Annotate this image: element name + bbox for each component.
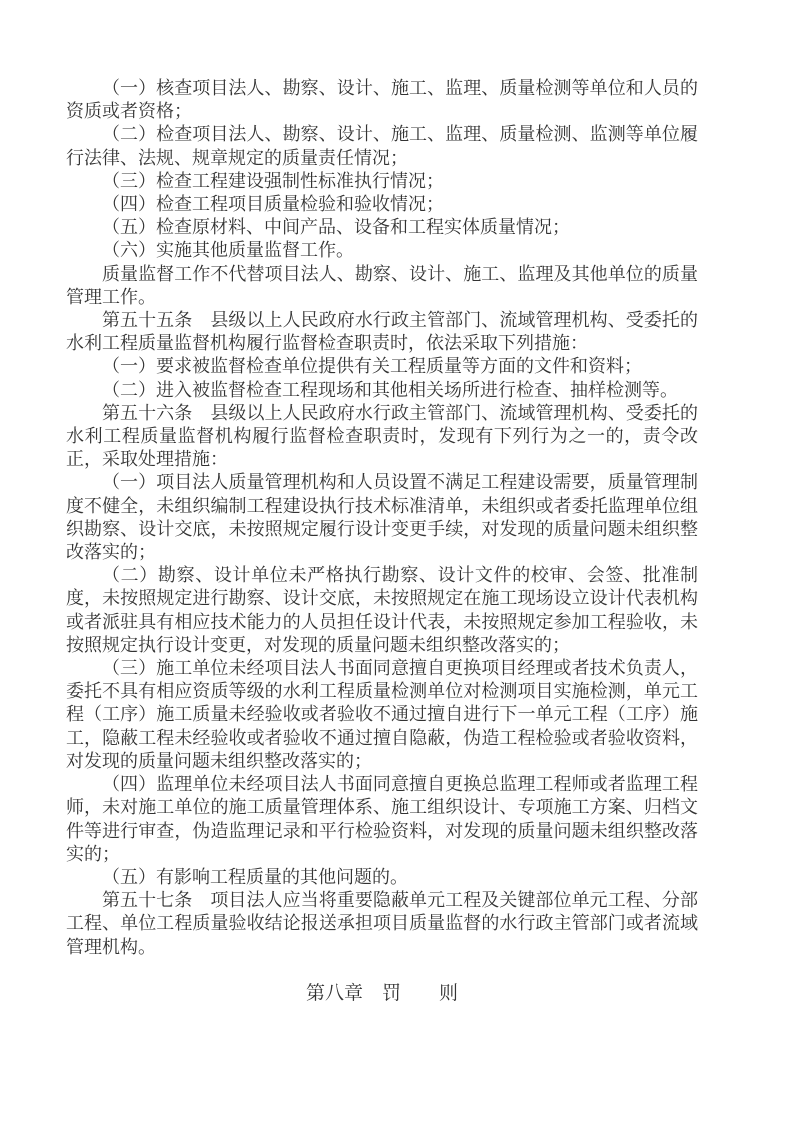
clause-paragraph: （二）进入被监督检查工程现场和其他相关场所进行检查、抽样检测等。	[102, 379, 678, 400]
clause-paragraph: （一）核查项目法人、勘察、设计、施工、监理、质量检测等单位和人员的资质或者资格；	[66, 78, 698, 122]
clause-paragraph: （四）检查工程项目质量检验和验收情况；	[102, 194, 444, 215]
article-57-paragraph: 第五十七条 项目法人应当将重要隐蔽单元工程及关键部位单元工程、分部工程、单位工程质量验收结论报送承担项目质量监督的水行政主管部门或者流域管理机构。	[66, 890, 698, 957]
clause-paragraph: （二）检查项目法人、勘察、设计、施工、监理、质量检测、监测等单位履行法律、法规、规章规定的质量责任情况；	[66, 124, 698, 168]
article-56-paragraph: 第五十六条 县级以上人民政府水行政主管部门、流域管理机构、受委托的水利工程质量监督机构履行监督检查职责时，发现有下列行为之一的，责令改正，采取处理措施：	[66, 402, 698, 470]
clause-paragraph: （五）检查原材料、中间产品、设备和工程实体质量情况；	[102, 217, 570, 238]
document-body	[66, 77, 698, 1005]
body-paragraph: 质量监督工作不代替项目法人、勘察、设计、施工、监理及其他单位的质量管理工作。	[66, 263, 698, 307]
clause-paragraph: （一）项目法人质量管理机构和人员设置不满足工程建设需要，质量管理制度不健全，未组织编制工程建设执行技术标准清单，未组织或者委托监理单位组织勘察、设计交底，未按照规定履行设计变更手续，对发现的质量问题未组织整改落实的；	[66, 472, 698, 563]
clause-paragraph: （一）要求被监督检查单位提供有关工程质量等方面的文件和资料；	[102, 356, 642, 377]
clause-paragraph: （三）检查工程建设强制性标准执行情况；	[102, 170, 444, 191]
article-55-paragraph: 第五十五条 县级以上人民政府水行政主管部门、流域管理机构、受委托的水利工程质量监督机构履行监督检查职责时，依法采取下列措施：	[66, 310, 698, 354]
chapter-8-heading: 第八章 罚 则	[305, 982, 458, 1004]
clause-paragraph: （三）施工单位未经项目法人书面同意擅自更换项目经理或者技术负责人，委托不具有相应资质等级的水利工程质量检测单位对检测项目实施检测，单元工程（工序）施工质量未经验收或者验收不通过擅自进行下一单元工程（工序）施工，隐蔽工程未经验收或者验收不通过擅自隐蔽，伪造工程检验或者验收资料，对发现的质量问题未组织整改落实的；	[66, 658, 698, 771]
clause-paragraph: （四）监理单位未经项目法人书面同意擅自更换总监理工程师或者监理工程师，未对施工单位的施工质量管理体系、施工组织设计、专项施工方案、归档文件等进行审查，伪造监理记录和平行检验资料，对发现的质量问题未组织整改落实的；	[66, 774, 698, 864]
clause-paragraph: （五）有影响工程质量的其他问题的。	[102, 866, 408, 887]
clause-paragraph: （二）勘察、设计单位未严格执行勘察、设计文件的校审、会签、批准制度，未按照规定进行勘察、设计交底，未按照规定在施工现场设立设计代表机构或者派驻具有相应技术能力的人员担任设计代表，未按照规定参加工程验收，未按照规定执行设计变更，对发现的质量问题未组织整改落实的；	[66, 565, 698, 655]
clause-paragraph: （六）实施其他质量监督工作。	[102, 240, 354, 261]
